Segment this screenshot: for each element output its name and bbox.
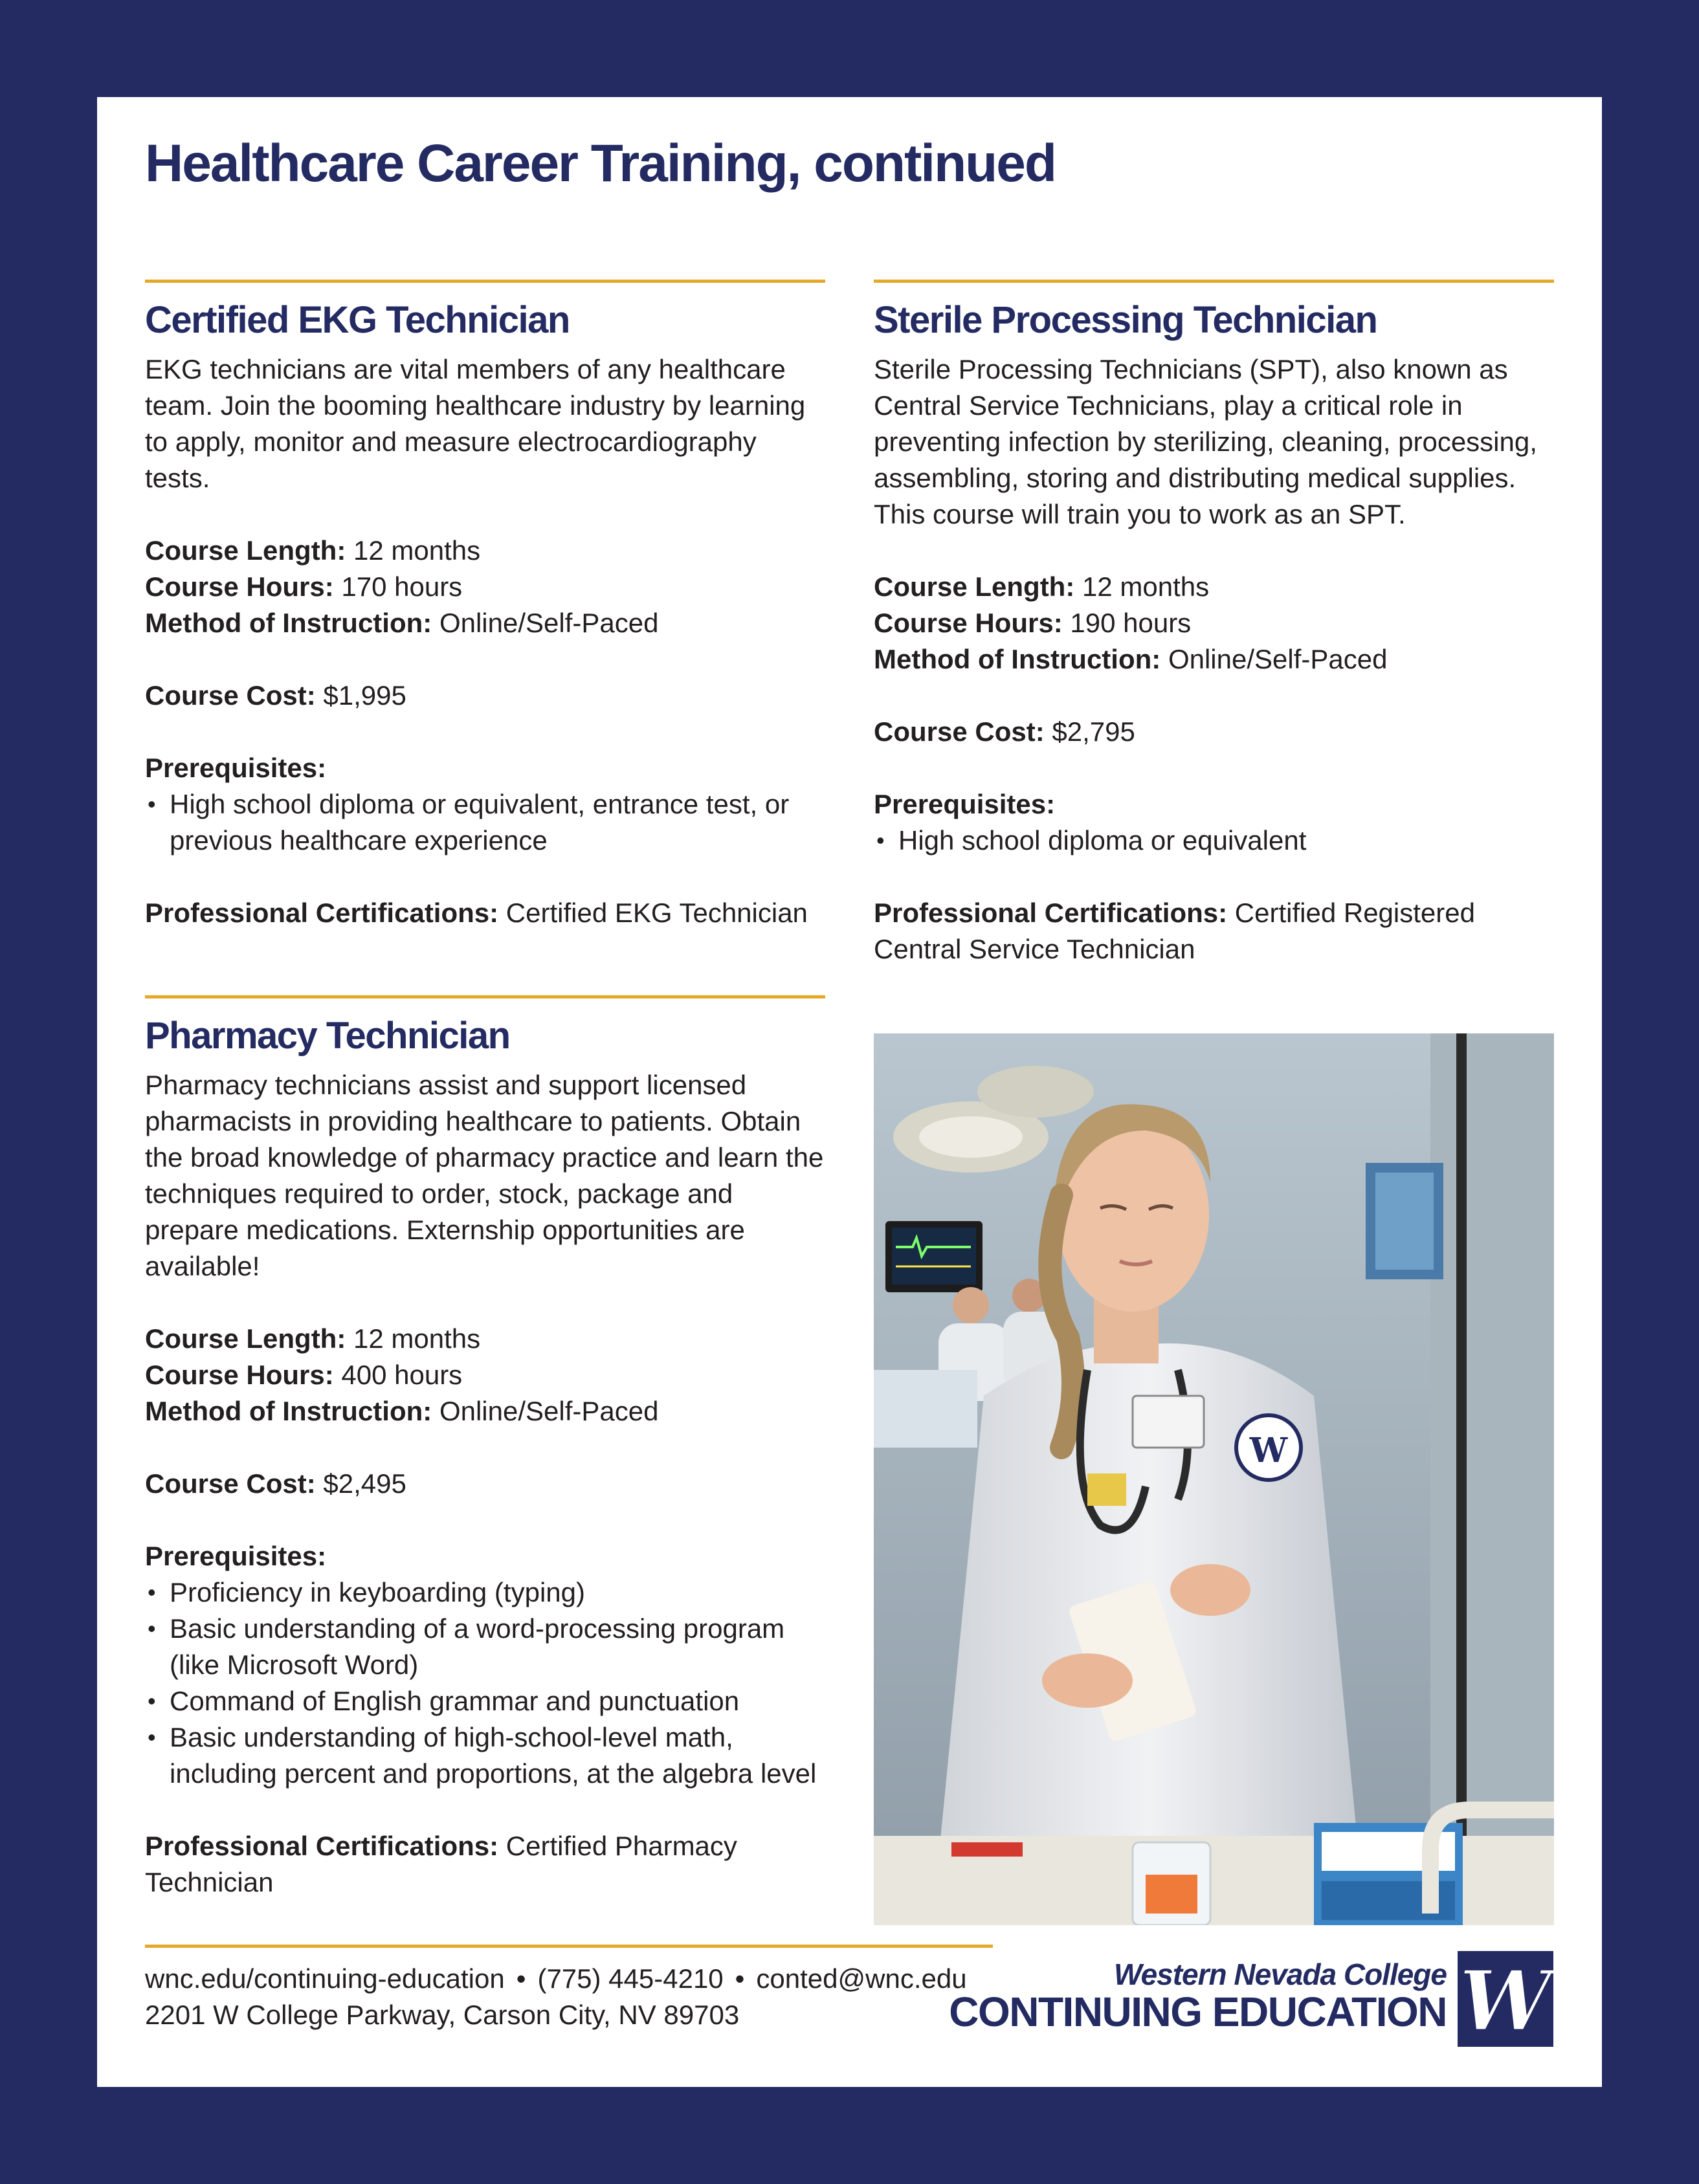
prerequisites-list (874, 822, 1554, 859)
prerequisites-list (145, 786, 825, 859)
course-details (874, 569, 1554, 750)
phone-number[interactable]: (775) 445-4210 (537, 1963, 724, 1994)
prerequisites-heading: Prerequisites: (145, 753, 327, 783)
course-length: Course Length: 12 months (874, 571, 1210, 602)
list-item: • Proficiency in keyboarding (typing) (145, 1574, 825, 1611)
footer-contact (145, 1961, 967, 2033)
separator: • (735, 1963, 745, 1994)
course-cost: Course Cost: $2,495 (145, 1468, 406, 1499)
section-divider (145, 280, 825, 283)
flyer-page (97, 97, 1602, 2087)
course-hours: Course Hours: 170 hours (145, 571, 463, 602)
course-cost: Course Cost: $2,795 (874, 716, 1135, 747)
logo-letter: W (1459, 1953, 1552, 2047)
professional-certifications: Professional Certifications: Certified Registered Central Service Technician (874, 898, 1475, 964)
footer-divider (145, 1945, 993, 1948)
section-title: Sterile Processing Technician (874, 299, 1377, 341)
svg-text:W: W (1249, 1431, 1288, 1470)
prerequisites-list (145, 1574, 825, 1792)
list-item: • Basic understanding of high-school-level math, including percent and proportions, at the algebra level (145, 1719, 825, 1792)
method-of-instruction: Method of Instruction: Online/Self-Paced (145, 1396, 659, 1426)
section-divider (874, 280, 1554, 283)
list-item: • Basic understanding of a word-processing program (like Microsoft Word) (145, 1611, 825, 1683)
list-item: • High school diploma or equivalent (874, 822, 1554, 859)
contact-line (145, 1961, 967, 1997)
list-item: • Command of English grammar and punctuation (145, 1683, 825, 1719)
prerequisites-heading: Prerequisites: (145, 1541, 327, 1571)
course-cost: Course Cost: $1,995 (145, 680, 406, 711)
section-ekg-technician (145, 280, 825, 931)
address: 2201 W College Parkway, Carson City, NV 89703 (145, 2000, 740, 2030)
section-description: Pharmacy technicians assist and support licensed pharmacists in providing healthcare to patients. Obtain the broad knowledge of pharmacy practice and learn the techniques required to order, stock, package and prepare medications. Externship opportunities are available! (145, 1070, 824, 1281)
section-title: Certified EKG Technician (145, 299, 570, 341)
method-of-instruction: Method of Instruction: Online/Self-Paced (145, 608, 659, 638)
professional-certifications: Professional Certifications: Certified Pharmacy Technician (145, 1831, 737, 1897)
list-item: • High school diploma or equivalent, entrance test, or previous healthcare experience (145, 786, 825, 859)
course-details (145, 533, 825, 714)
separator: • (516, 1963, 526, 1994)
college-brand (949, 1948, 1553, 2047)
website-link[interactable]: wnc.edu/continuing-education (145, 1963, 505, 1994)
course-hours: Course Hours: 190 hours (874, 608, 1192, 638)
section-title: Pharmacy Technician (145, 1015, 510, 1057)
page-title: Healthcare Career Training, continued (145, 134, 1056, 193)
course-length: Course Length: 12 months (145, 535, 481, 566)
professional-certifications: Professional Certifications: Certified EKG Technician (145, 898, 808, 928)
prerequisites-heading: Prerequisites: (874, 789, 1056, 819)
email-link[interactable]: conted@wnc.edu (756, 1963, 967, 1994)
section-pharmacy-technician (145, 995, 825, 1901)
section-sterile-processing-technician (874, 280, 1554, 967)
course-details (145, 1321, 825, 1502)
wnc-logo-icon (1458, 1951, 1553, 2047)
section-divider (145, 995, 825, 998)
course-length: Course Length: 12 months (145, 1323, 481, 1354)
brand-department: CONTINUING EDUCATION (949, 1989, 1447, 2035)
course-hours: Course Hours: 400 hours (145, 1360, 463, 1390)
method-of-instruction: Method of Instruction: Online/Self-Paced (874, 644, 1388, 674)
nursing-student-photo (874, 1033, 1554, 1925)
brand-college-name: Western Nevada College (1113, 1958, 1447, 1991)
section-description: EKG technicians are vital members of any healthcare team. Join the booming healthcare industry by learning to apply, monitor and measure electrocardiography tests. (145, 354, 806, 493)
section-description: Sterile Processing Technicians (SPT), also known as Central Service Technicians, play a critical role in preventing infection by sterilizing, cleaning, processing, assembling, storing and distributing medical supplies. This course will train you to work as an SPT. (874, 354, 1537, 529)
